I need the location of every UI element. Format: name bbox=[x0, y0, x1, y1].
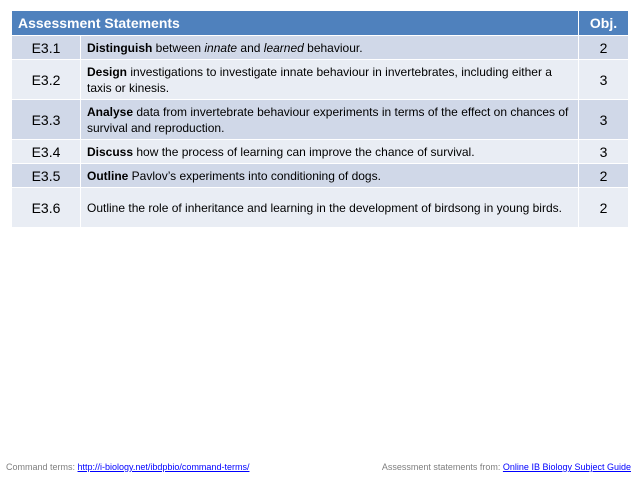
objective-level: 3 bbox=[579, 140, 629, 164]
statement-text bbox=[81, 140, 579, 164]
statement-code: E3.5 bbox=[12, 164, 81, 188]
table-row bbox=[12, 188, 629, 228]
statement-text bbox=[81, 164, 579, 188]
statement-fragment: between bbox=[152, 40, 205, 55]
table-row bbox=[12, 100, 629, 140]
statement-code: E3.6 bbox=[12, 188, 81, 228]
table-row bbox=[12, 140, 629, 164]
footer-assessment-source bbox=[382, 462, 631, 472]
table-row bbox=[12, 36, 629, 60]
statement-text bbox=[81, 188, 579, 228]
statement-code: E3.4 bbox=[12, 140, 81, 164]
assessment-statements-table bbox=[11, 10, 629, 228]
emphasis-text: innate bbox=[204, 40, 238, 55]
table-header-row bbox=[12, 11, 629, 36]
statement-fragment: how the process of learning can improve the chance of survival. bbox=[133, 144, 475, 159]
statement-fragment: Pavlov’s experiments into conditioning of dogs. bbox=[128, 168, 381, 183]
statement-fragment: behaviour. bbox=[303, 40, 363, 55]
command-term: Design bbox=[87, 64, 128, 79]
objective-level: 2 bbox=[579, 188, 629, 228]
command-term: Distinguish bbox=[87, 40, 153, 55]
objective-level: 3 bbox=[579, 60, 629, 100]
statement-text bbox=[81, 36, 579, 60]
objective-level: 2 bbox=[579, 36, 629, 60]
objective-level: 3 bbox=[579, 100, 629, 140]
header-obj: Obj. bbox=[579, 11, 629, 36]
command-terms-link[interactable]: http://i-biology.net/ibdpbio/command-terms/ bbox=[77, 462, 250, 472]
statement-fragment: Outline the role of inheritance and learning in the development of birdsong in young birds. bbox=[87, 200, 562, 215]
command-term: Outline bbox=[87, 168, 129, 183]
emphasis-text: learned bbox=[263, 40, 304, 55]
footer-right-label: Assessment statements from: bbox=[381, 462, 503, 472]
statement-code: E3.3 bbox=[12, 100, 81, 140]
table-body bbox=[12, 36, 629, 228]
header-title: Assessment Statements bbox=[12, 11, 579, 36]
statement-text bbox=[81, 100, 579, 140]
footer-command-terms bbox=[6, 462, 249, 472]
footer-left-label: Command terms: bbox=[6, 462, 78, 472]
objective-level: 2 bbox=[579, 164, 629, 188]
command-term: Analyse bbox=[87, 104, 134, 119]
statement-fragment: data from invertebrate behaviour experiments in terms of the effect on chances of survival and reproduction. bbox=[87, 104, 569, 135]
subject-guide-link[interactable]: Online IB Biology Subject Guide bbox=[502, 462, 631, 472]
statement-code: E3.1 bbox=[12, 36, 81, 60]
table-row bbox=[12, 60, 629, 100]
statement-code: E3.2 bbox=[12, 60, 81, 100]
statement-text bbox=[81, 60, 579, 100]
statement-fragment: investigations to investigate innate behaviour in invertebrates, including either a taxis or kinesis. bbox=[87, 64, 552, 95]
command-term: Discuss bbox=[87, 144, 134, 159]
table-row bbox=[12, 164, 629, 188]
statement-fragment: and bbox=[237, 40, 264, 55]
